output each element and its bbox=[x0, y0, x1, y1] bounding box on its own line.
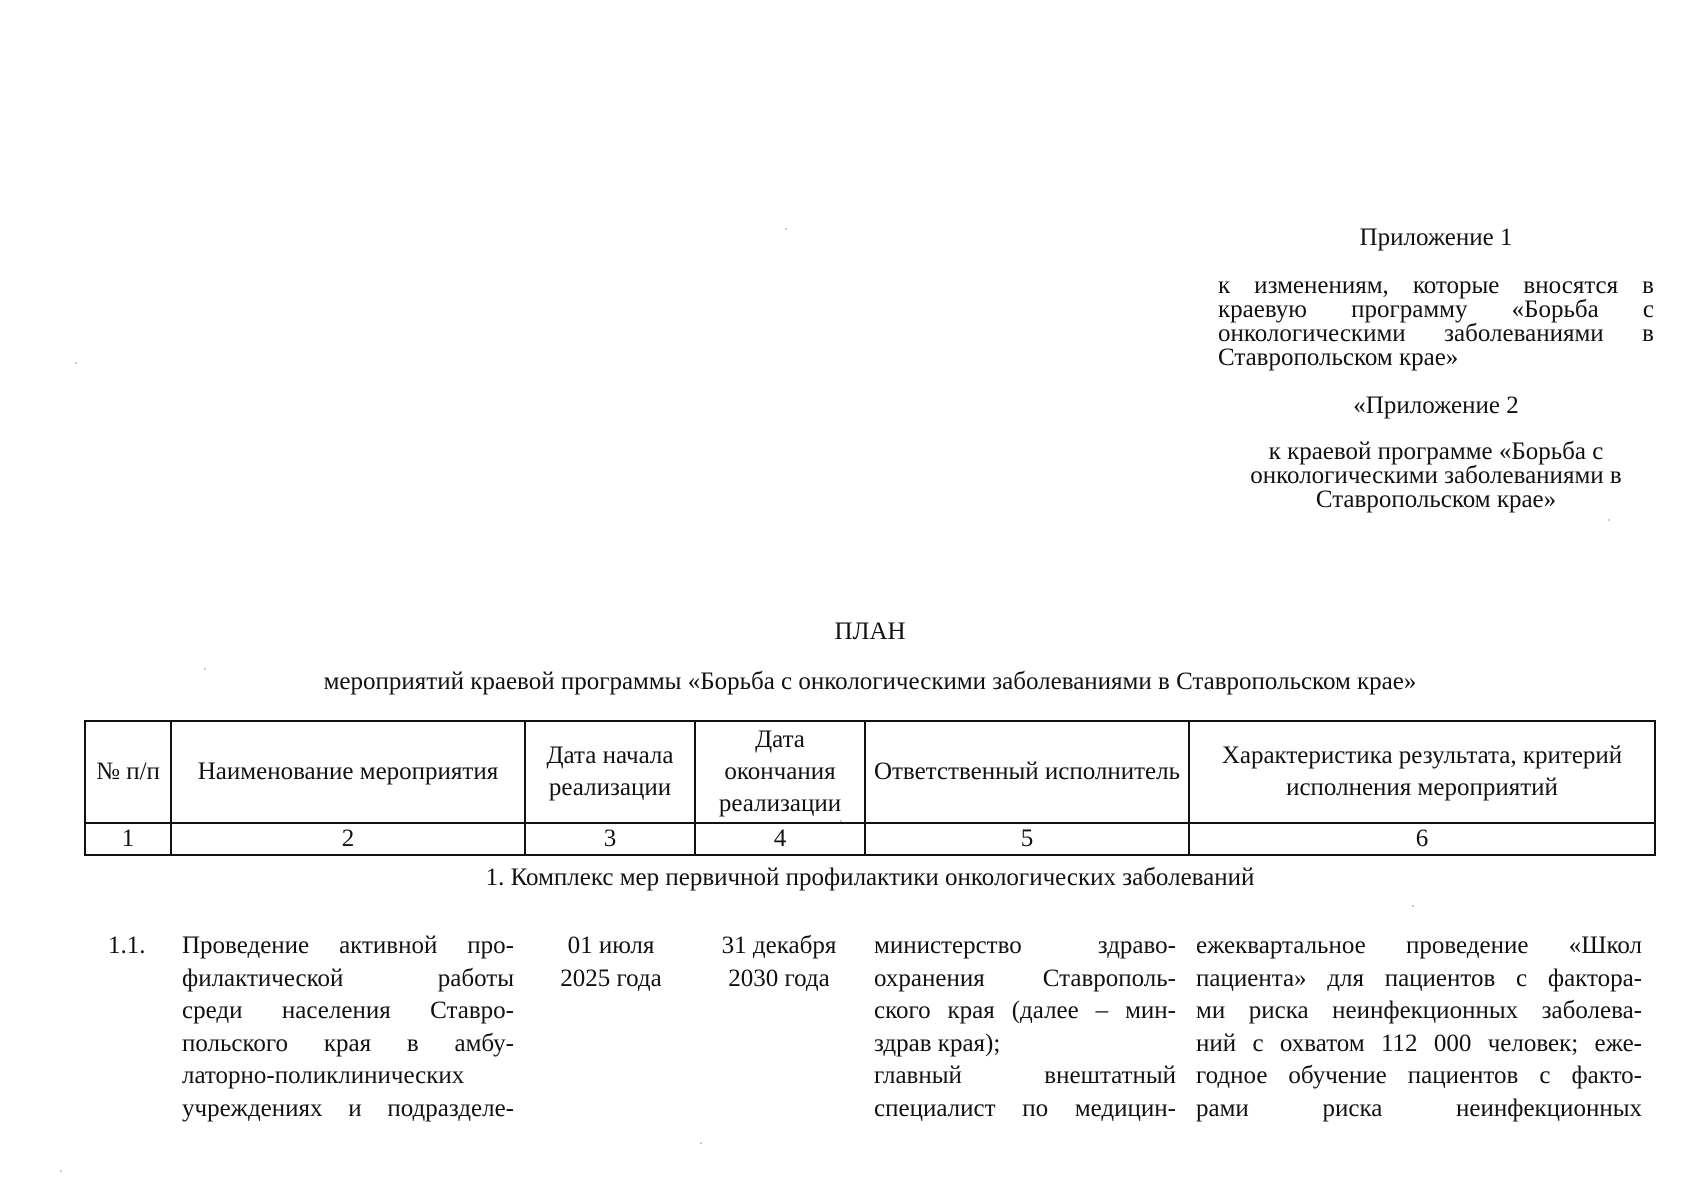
column-number-row bbox=[85, 823, 1655, 855]
appendix-2-reference: к краевой программе «Борьба с онкологическими заболеваниями в Ставропольском крае» bbox=[1250, 438, 1622, 513]
start-date-line: 01 июля bbox=[567, 932, 655, 959]
executor bbox=[874, 930, 1176, 1125]
plan-title: ПЛАН bbox=[834, 618, 906, 645]
measure-name-line: филактической работы bbox=[182, 964, 514, 992]
header-executor: Ответственный исполнитель bbox=[865, 721, 1189, 823]
start-date-line: 2025 года bbox=[560, 964, 662, 992]
column-number: 6 bbox=[1189, 823, 1655, 855]
column-number: 3 bbox=[525, 823, 695, 855]
executor-line: министерство здраво- bbox=[874, 932, 1176, 959]
result-characteristic bbox=[1196, 930, 1642, 1125]
column-number: 2 bbox=[171, 823, 525, 855]
measure-name bbox=[182, 930, 514, 1125]
result-line: ежеквартальное проведение «Школ bbox=[1196, 932, 1642, 959]
result-line: рами риска неинфекционных bbox=[1196, 1094, 1642, 1122]
scan-speck bbox=[700, 1142, 702, 1144]
header-number: № п/п bbox=[85, 721, 171, 823]
plan-table bbox=[84, 720, 1656, 856]
scan-speck bbox=[75, 362, 77, 364]
measure-name-line: латорно-поликлинических bbox=[182, 1062, 465, 1089]
start-date bbox=[536, 930, 686, 995]
appendix-1-title: Приложение 1 bbox=[1359, 224, 1513, 251]
end-date-line: 31 декабря bbox=[721, 932, 837, 959]
appendix-1-reference: к изменениям, которые вносятся в краевую программу «Борьба с онкологическими заболеваниями в Ставропольском крае» bbox=[1218, 272, 1654, 371]
executor-line: здрав края); bbox=[874, 1029, 1001, 1057]
measure-name-line: среди населения Ставро- bbox=[182, 997, 514, 1024]
column-number: 4 bbox=[695, 823, 865, 855]
column-number: 5 bbox=[865, 823, 1189, 855]
header-end-date: Дата окончания реализации bbox=[695, 721, 865, 823]
result-line: ми риска неинфекционных заболева- bbox=[1196, 997, 1642, 1024]
executor-line: охранения Ставрополь- bbox=[874, 964, 1176, 992]
scan-speck bbox=[60, 1170, 62, 1172]
scan-speck bbox=[1608, 519, 1610, 521]
appendix-block bbox=[1218, 226, 1654, 512]
section-heading: 1. Комплекс мер первичной профилактики онкологических заболеваний bbox=[485, 864, 1255, 891]
header-start-date: Дата начала реализации bbox=[525, 721, 695, 823]
header-name: Наименование мероприятия bbox=[171, 721, 525, 823]
measure-name-line: польского края в амбу- bbox=[182, 1029, 514, 1057]
row-number: 1.1. bbox=[108, 932, 146, 959]
executor-line: ского края (далее – мин- bbox=[874, 997, 1176, 1024]
appendix-2-title: «Приложение 2 bbox=[1353, 392, 1519, 419]
plan-subtitle: мероприятий краевой программы «Борьба с онкологическими заболеваниями в Ставропольском крае» bbox=[323, 668, 1417, 695]
column-number: 1 bbox=[85, 823, 171, 855]
result-line: годное обучение пациентов с факто- bbox=[1196, 1062, 1642, 1089]
end-date bbox=[702, 930, 856, 995]
executor-line: специалист по медицин- bbox=[874, 1094, 1176, 1122]
scan-speck bbox=[840, 820, 842, 822]
scan-speck bbox=[785, 228, 787, 230]
scan-speck bbox=[1412, 905, 1414, 907]
end-date-line: 2030 года bbox=[728, 964, 830, 992]
table-header-row bbox=[85, 721, 1655, 823]
result-line: ний с охватом 112 000 человек; еже- bbox=[1196, 1029, 1642, 1057]
header-result: Характеристика результата, критерий исполнения мероприятий bbox=[1189, 721, 1655, 823]
scan-speck bbox=[204, 668, 206, 670]
measure-name-line: учреждениях и подразделе- bbox=[182, 1094, 514, 1122]
measure-name-line: Проведение активной про- bbox=[182, 932, 514, 959]
result-line: пациента» для пациентов с фактора- bbox=[1196, 964, 1642, 992]
executor-line: главный внештатный bbox=[874, 1062, 1176, 1089]
